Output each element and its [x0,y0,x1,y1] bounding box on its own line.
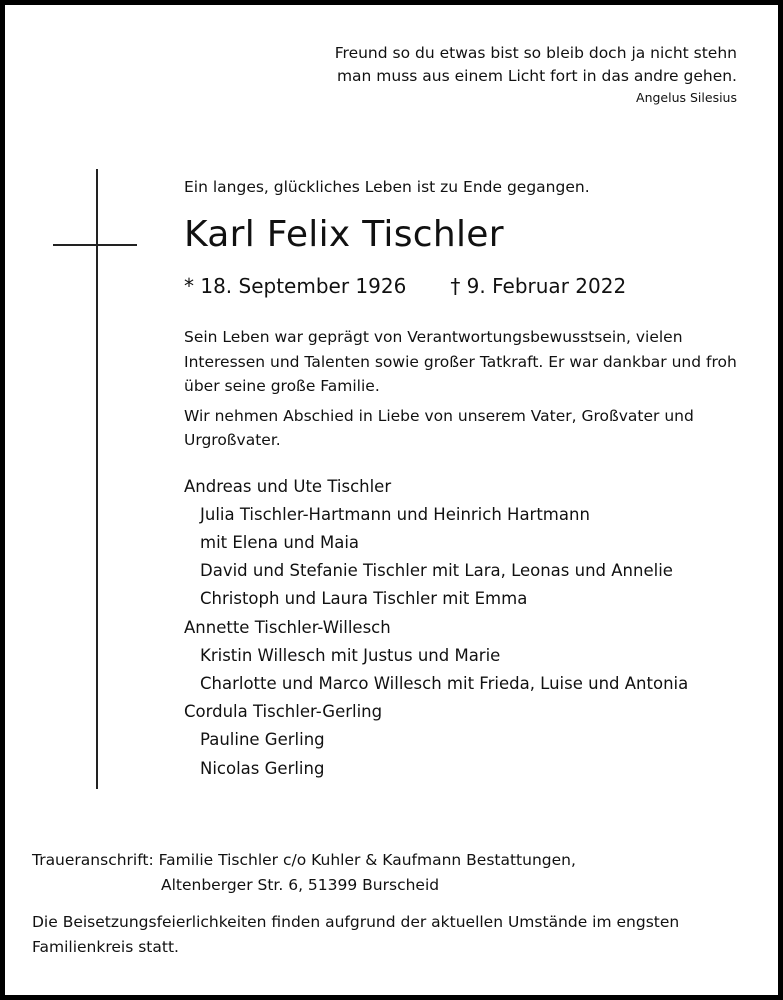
main-content [184,177,754,783]
mourner-entry: Pauline Gerling [200,730,325,750]
biography [184,325,754,453]
funeral-note: Die Beisetzungsfeierlichkeiten finden aufgrund der aktuellen Umstände im engsten Familienkreis statt. [32,913,680,956]
mourner-entry: Christoph und Laura Tischler mit Emma [200,589,528,609]
quote-line: man muss aus einem Licht fort in das andre gehen. [336,67,737,85]
bio-paragraph: Wir nehmen Abschied in Liebe von unserem Vater, Großvater und Urgroßvater. [184,406,694,449]
mourner-entry: Julia Tischler-Hartmann und Heinrich Hartmann [200,504,590,524]
mourner-entry: David und Stefanie Tischler mit Lara, Leonas und Annelie [200,561,673,581]
mourner-entry: Cordula Tischler-Gerling [184,702,383,722]
mourning-address-line: Altenberger Str. 6, 51399 Burscheid [161,875,440,894]
bio-paragraph: Sein Leben war geprägt von Verantwortungsbewusstsein, vielen Interessen und Talenten sowie großer Tatkraft. Er war dankbar und froh über seine große Familie. [184,328,737,395]
epigraph-quote [335,42,737,108]
cross-icon-horizontal [53,244,137,246]
life-dates [184,272,754,300]
intro-text: Ein langes, glückliches Leben ist zu Ende gegangen. [184,178,590,196]
mourning-address-line: Traueranschrift: Familie Tischler c/o Kuhler & Kaufmann Bestattungen, [32,851,576,869]
cross-icon-vertical [96,169,98,789]
mourner-entry: Kristin Willesch mit Justus und Marie [200,645,501,665]
deceased-name: Karl Felix Tischler [184,214,504,255]
birth-date: * 18. September 1926 [184,274,407,298]
mourner-entry: Charlotte und Marco Willesch mit Frieda, Luise und Antonia [200,673,689,693]
mourner-entry: Annette Tischler-Willesch [184,617,391,637]
mourner-entry: Andreas und Ute Tischler [184,476,392,496]
mourner-entry: mit Elena und Maia [200,532,360,552]
mourner-entry: Nicolas Gerling [200,758,325,778]
quote-author: Angelus Silesius [636,90,737,105]
quote-line: Freund so du etwas bist so bleib doch ja nicht stehn [334,44,737,62]
death-date: † 9. Februar 2022 [450,274,627,298]
mourners-list [184,473,754,783]
footer [32,848,752,959]
